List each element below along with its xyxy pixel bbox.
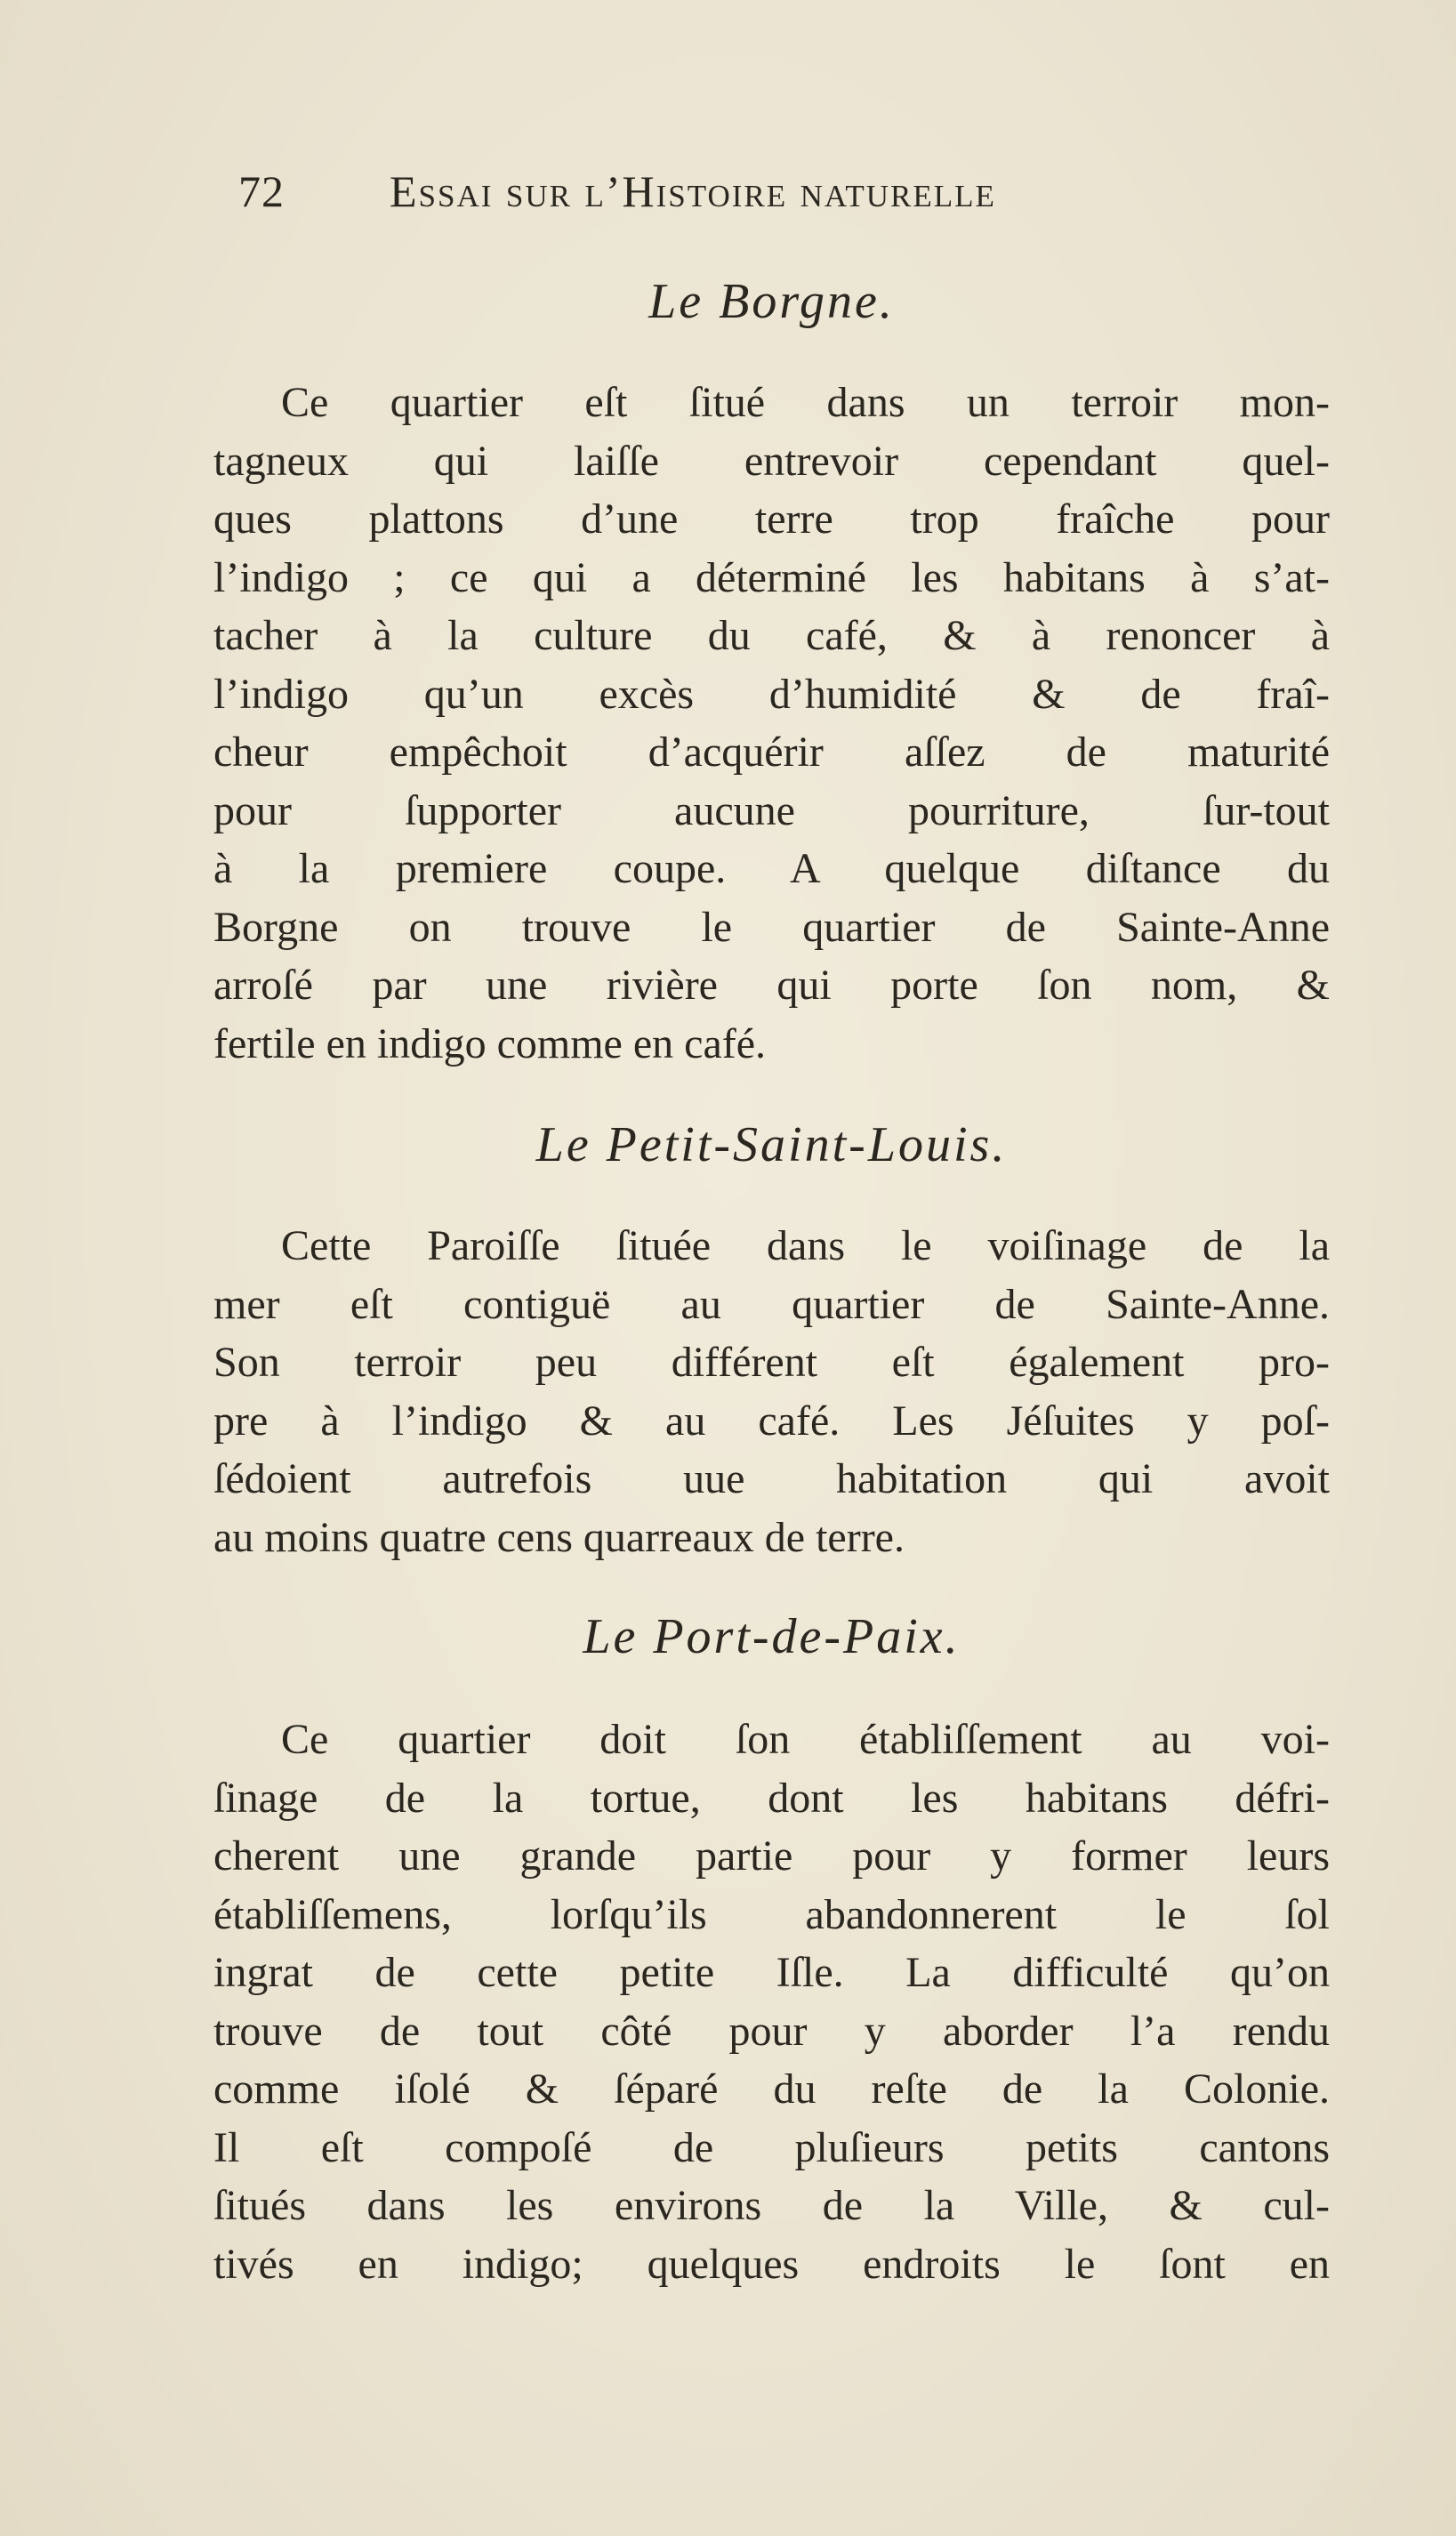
- text-line: l’indigo qu’un excès d’humidité & de fraî-: [213, 670, 1330, 718]
- section-title-le-port-de-paix: Le Port-de-Paix.: [583, 1609, 961, 1664]
- section-title-le-borgne: Le Borgne.: [648, 274, 895, 329]
- text-line: ſédoient autrefois uue habitation qui avoit: [213, 1455, 1330, 1502]
- text-line: Ce quartier eſt ſitué dans un terroir mon-: [281, 379, 1330, 426]
- text-line: mer eſt contiguë au quartier de Sainte-Anne.: [213, 1280, 1330, 1328]
- text-line: trouve de tout côté pour y aborder l’a rendu: [213, 2007, 1330, 2055]
- text-line: l’indigo ; ce qui a déterminé les habitans à s’at-: [213, 553, 1330, 601]
- text-line: cheur empêchoit d’acquérir aſſez de maturité: [213, 729, 1330, 776]
- text-line: établiſſemens, lorſqu’ils abandonnerent le ſol: [213, 1890, 1330, 1938]
- text-line: ſitués dans les environs de la Ville, & cul-: [213, 2182, 1330, 2229]
- paragraph-le-petit-saint-louis: [213, 1217, 1330, 1566]
- paragraph-le-port-de-paix: [213, 1711, 1330, 2293]
- text-line: arroſé par une rivière qui porte ſon nom, &: [213, 962, 1330, 1009]
- text-line: pour ſupporter aucune pourriture, ſur-tout: [213, 786, 1330, 834]
- page-number: 72: [238, 166, 285, 216]
- text-line: Cette Paroiſſe ſituée dans le voiſinage de la: [281, 1222, 1330, 1269]
- text-line: ſinage de la tortue, dont les habitans défri-: [213, 1774, 1330, 1822]
- section-title-le-petit-saint-louis: Le Petit-Saint-Louis.: [535, 1117, 1008, 1172]
- text-line: Borgne on trouve le quartier de Sainte-Anne: [213, 903, 1330, 951]
- text-line: tacher à la culture du café, & à renoncer à: [213, 612, 1330, 659]
- text-line: Son terroir peu différent eſt également pro-: [213, 1339, 1330, 1386]
- running-title: Essai sur l’Histoire naturelle: [390, 166, 996, 216]
- text-line: à la premiere coupe. A quelque diſtance du: [213, 845, 1330, 892]
- text-line: tivés en indigo; quelques endroits le ſont en: [213, 2240, 1330, 2288]
- page-header: [238, 165, 1315, 228]
- paragraph-le-borgne: [213, 374, 1330, 1073]
- text-line: tagneux qui laiſſe entrevoir cependant quel-: [213, 437, 1330, 485]
- body-text: [213, 267, 1330, 2293]
- text-line: ques plattons d’une terre trop fraîche pour: [213, 495, 1330, 543]
- text-line: Ce quartier doit ſon établiſſement au voi-: [281, 1716, 1330, 1763]
- text-line: cherent une grande partie pour y former leurs: [213, 1832, 1330, 1880]
- text-line: Il eſt compoſé de pluſieurs petits cantons: [213, 2123, 1330, 2171]
- text-line: comme iſolé & ſéparé du reſte de la Colonie.: [213, 2065, 1330, 2113]
- text-line: fertile en indigo comme en café.: [213, 1019, 767, 1067]
- text-line: ingrat de cette petite Iſle. La difficulté qu’on: [213, 1949, 1330, 1996]
- text-line: pre à l’indigo & au café. Les Jéſuites y poſ-: [213, 1397, 1330, 1445]
- text-line: au moins quatre cens quarreaux de terre.: [213, 1513, 905, 1561]
